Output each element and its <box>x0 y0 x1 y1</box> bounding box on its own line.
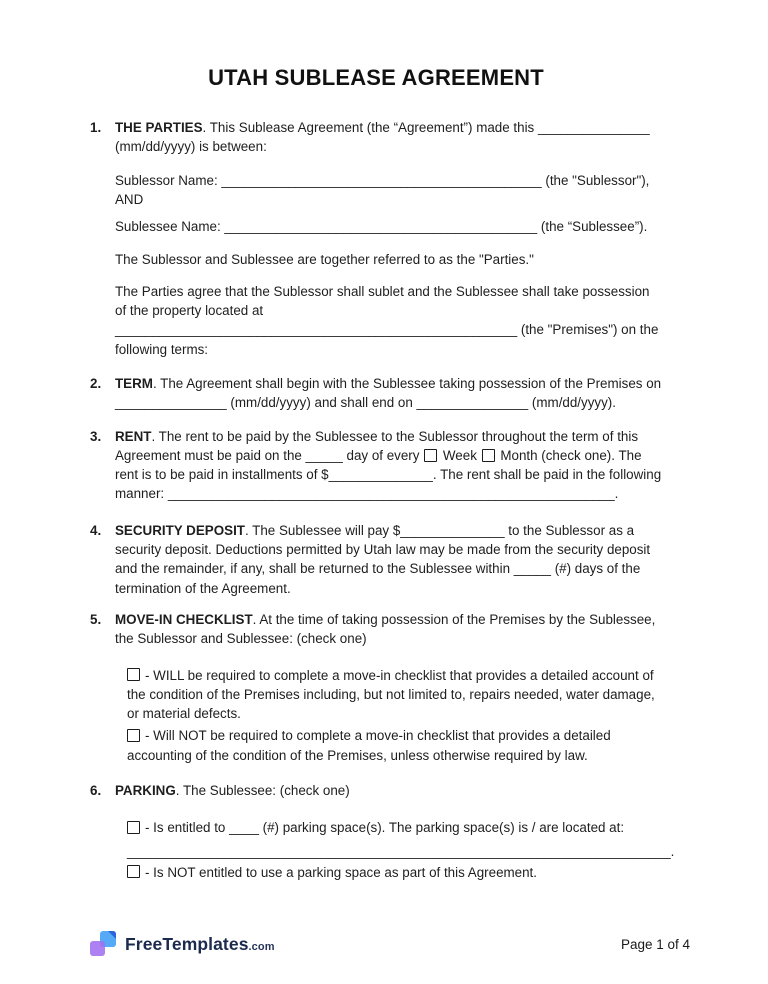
section-move-in-checklist <box>90 610 662 781</box>
parties-intro-text: . This Sublease Agreement (the “Agreement”) made this _______________ (mm/dd/yyyy) is between: <box>115 120 650 155</box>
document-body <box>90 64 675 882</box>
section-security-deposit <box>90 521 662 610</box>
section-parking <box>90 781 675 882</box>
section-number: 4. <box>90 522 102 538</box>
will-not-checklist-checkbox[interactable] <box>127 729 140 742</box>
sublessor-name-line: Sublessor Name: ___________________________________________ (the "Sublessor"), AND <box>115 172 650 207</box>
logo-folded-corner-shape <box>108 931 116 939</box>
section-heading: RENT <box>115 428 152 444</box>
move-in-option-will-not <box>115 726 662 765</box>
section-term <box>90 374 662 427</box>
section-rent <box>90 427 662 521</box>
sublessee-name-line: Sublessee Name: __________________________________________ (the “Sublessee”). <box>115 219 648 235</box>
page-number-label: Page 1 of 4 <box>620 936 690 952</box>
move-in-option-will-not-text: - Will NOT be required to complete a move-in checklist that provides a detailed accounting of the condition of the Premises, unless otherwise required by law. <box>127 728 611 763</box>
parking-intro-text: . The Sublessee: (check one) <box>175 783 350 799</box>
document-title: UTAH SUBLEASE AGREEMENT <box>208 65 544 90</box>
parking-option-entitled <box>115 818 662 837</box>
move-in-option-will <box>115 666 662 724</box>
section-number: 5. <box>90 611 102 627</box>
security-deposit-text: . The Sublessee will pay $______________ to the Sublessor as a security deposit. Deductions permitted by Utah law may be made from the security deposit and the remainder, if any, shall be returned to the Sublessee within _____ (#) days of the termination of the Agreement. <box>115 522 651 596</box>
page-footer <box>90 930 690 958</box>
rent-text-rest: Month (check one). The rent is to be paid in installments of $______________. The rent shall be paid in the following manner: ____________________________________________________________. <box>115 447 662 502</box>
section-number: 3. <box>90 428 102 444</box>
section-heading: THE PARTIES <box>115 120 203 135</box>
brand-name: FreeTemplates.com <box>125 933 275 954</box>
section-heading: MOVE-IN CHECKLIST <box>115 611 253 627</box>
will-checklist-checkbox[interactable] <box>127 668 140 681</box>
no-parking-checkbox[interactable] <box>127 865 140 878</box>
section-the-parties <box>90 118 662 374</box>
logo-purple-square-shape <box>90 941 105 956</box>
move-in-option-will-text: - WILL be required to complete a move-in checklist that provides a detailed account of the condition of the Premises including, but not limited to, repairs needed, water damage, or material defects. <box>127 667 655 722</box>
rent-paragraph <box>115 427 662 504</box>
section-heading: SECURITY DEPOSIT <box>115 522 245 538</box>
section-number: 2. <box>90 375 102 391</box>
section-heading: PARKING <box>115 783 176 799</box>
parties-definition-line: The Sublessor and Sublessee are together referred to as the "Parties." <box>115 252 534 268</box>
brand-tld: .com <box>248 940 275 953</box>
week-label: Week <box>439 447 481 463</box>
parking-entitled-checkbox[interactable] <box>127 821 140 834</box>
section-number: 1. <box>90 120 102 135</box>
freetemplates-logo-icon <box>90 930 117 958</box>
week-checkbox[interactable] <box>424 449 437 462</box>
premises-agreement-line: The Parties agree that the Sublessor shall sublet and the Sublessee shall take possession of the property located at ______________________________________________________ (the "Premises") on the following terms: <box>115 283 659 357</box>
month-checkbox[interactable] <box>482 449 495 462</box>
parking-option-not-entitled-text: - Is NOT entitled to use a parking space as part of this Agreement. <box>145 864 538 880</box>
security-deposit-paragraph <box>115 521 662 598</box>
move-in-intro-text: . At the time of taking possession of the Premises by the Sublessee, the Sublessor and Sublessee: (check one) <box>115 611 656 647</box>
section-heading: TERM <box>115 375 153 391</box>
section-number: 6. <box>90 783 102 799</box>
parking-option-entitled-text: - Is entitled to ____ (#) parking space(s). The parking space(s) is / are located at: <box>145 820 625 836</box>
parking-option-not-entitled <box>115 863 662 882</box>
parties-intro-paragraph <box>115 118 662 157</box>
term-text: . The Agreement shall begin with the Sublessee taking possession of the Premises on _______________ (mm/dd/yyyy) and shall end on _______________ (mm/dd/yyyy). <box>115 375 662 411</box>
freetemplates-logo <box>90 930 275 958</box>
move-in-intro-paragraph <box>115 610 662 649</box>
term-paragraph <box>115 374 662 413</box>
parking-intro-paragraph <box>115 781 662 800</box>
parking-location-blank-line: _________________________________________________________________________. <box>127 843 675 859</box>
rent-text-intro: . The rent to be paid by the Sublessee to the Sublessor throughout the term of this Agreement must be paid on the _____ day of every <box>115 428 639 463</box>
